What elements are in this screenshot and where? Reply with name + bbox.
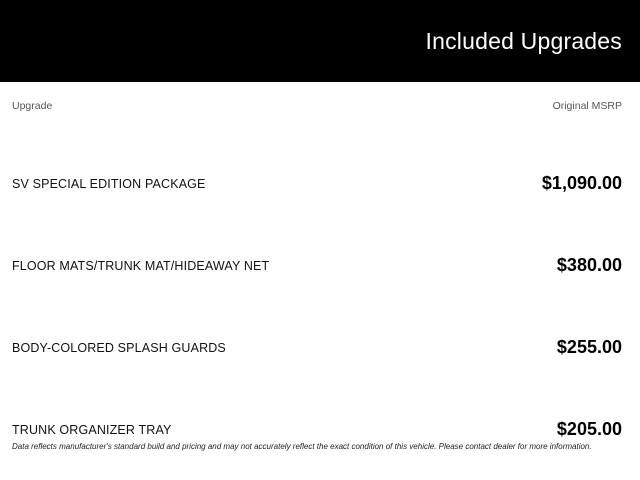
column-header-msrp: Original MSRP	[552, 100, 622, 112]
upgrade-name: BODY-COLORED SPLASH GUARDS	[12, 341, 226, 356]
upgrade-name: FLOOR MATS/TRUNK MAT/HIDEAWAY NET	[12, 259, 270, 274]
table-row	[0, 194, 640, 276]
upgrade-name: SV SPECIAL EDITION PACKAGE	[12, 177, 206, 192]
disclaimer-text: Data reflects manufacturer's standard build and pricing and may not accurately reflect the exact condition of this vehicle. Please contact dealer for more information.	[12, 442, 592, 451]
table-row	[0, 358, 640, 440]
table-row	[0, 112, 640, 194]
upgrade-price: $380.00	[556, 255, 622, 276]
upgrade-price: $1,090.00	[541, 173, 622, 194]
upgrade-name: TRUNK ORGANIZER TRAY	[12, 423, 172, 438]
column-header-upgrade: Upgrade	[12, 100, 53, 112]
page-title: Included Upgrades	[425, 27, 622, 54]
upgrades-list	[0, 112, 640, 440]
table-row	[0, 276, 640, 358]
upgrade-price: $255.00	[556, 337, 622, 358]
header-bar	[0, 0, 640, 82]
upgrade-price: $205.00	[556, 419, 622, 440]
table-header-row	[0, 82, 640, 112]
